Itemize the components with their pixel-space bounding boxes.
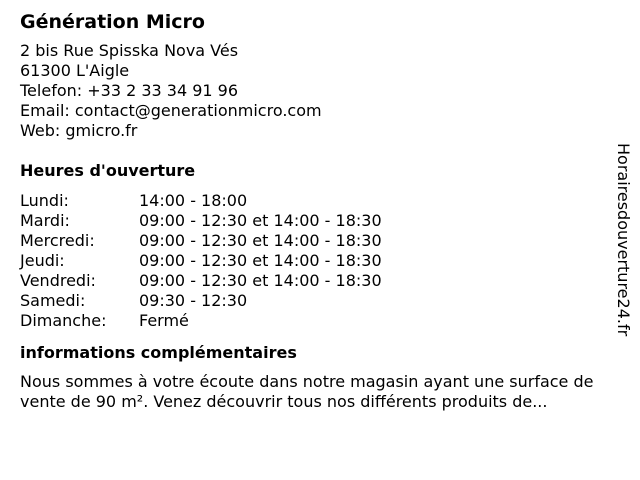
time-value: 09:00 - 12:30 et 14:00 - 18:30 bbox=[139, 251, 382, 270]
street-address: 2 bis Rue Spisska Nova Vés bbox=[20, 41, 239, 60]
day-label: Dimanche: bbox=[20, 311, 107, 330]
brand-text: Horairesdouverture24.fr bbox=[614, 143, 633, 337]
day-label: Mardi: bbox=[20, 211, 70, 230]
day-label: Lundi: bbox=[20, 191, 69, 210]
hours-row-sunday bbox=[20, 311, 620, 331]
day-label: Mercredi: bbox=[20, 231, 95, 250]
time-value: 09:00 - 12:30 et 14:00 - 18:30 bbox=[139, 231, 382, 250]
business-name: Génération Micro bbox=[20, 11, 205, 33]
time-value: 09:30 - 12:30 bbox=[139, 291, 248, 310]
additional-info-heading: informations complémentaires bbox=[20, 343, 297, 362]
time-value: Fermé bbox=[139, 311, 189, 330]
day-label: Jeudi: bbox=[20, 251, 65, 270]
day-label: Samedi: bbox=[20, 291, 86, 310]
additional-info-text: Nous sommes à votre écoute dans notre magasin ayant une surface de vente de 90 m². Venez découvrir tous nos différents produits de... bbox=[20, 372, 594, 411]
hours-row-friday bbox=[20, 271, 620, 291]
time-value: 09:00 - 12:30 et 14:00 - 18:30 bbox=[139, 271, 382, 290]
brand-watermark bbox=[610, 135, 636, 345]
opening-hours-heading: Heures d'ouverture bbox=[20, 161, 196, 180]
phone-number: Telefon: +33 2 33 34 91 96 bbox=[20, 81, 239, 100]
time-value: 14:00 - 18:00 bbox=[139, 191, 248, 210]
website: Web: gmicro.fr bbox=[20, 121, 138, 140]
hours-row-saturday bbox=[20, 291, 620, 311]
hours-row-wednesday bbox=[20, 231, 620, 251]
day-label: Vendredi: bbox=[20, 271, 96, 290]
hours-row-monday bbox=[20, 191, 620, 211]
time-value: 09:00 - 12:30 et 14:00 - 18:30 bbox=[139, 211, 382, 230]
contact-details bbox=[20, 41, 620, 141]
hours-row-tuesday bbox=[20, 211, 620, 231]
opening-hours-table bbox=[20, 191, 620, 331]
hours-row-thursday bbox=[20, 251, 620, 271]
city-postcode: 61300 L'Aigle bbox=[20, 61, 130, 80]
email-address: Email: contact@generationmicro.com bbox=[20, 101, 322, 120]
business-card bbox=[20, 10, 620, 428]
